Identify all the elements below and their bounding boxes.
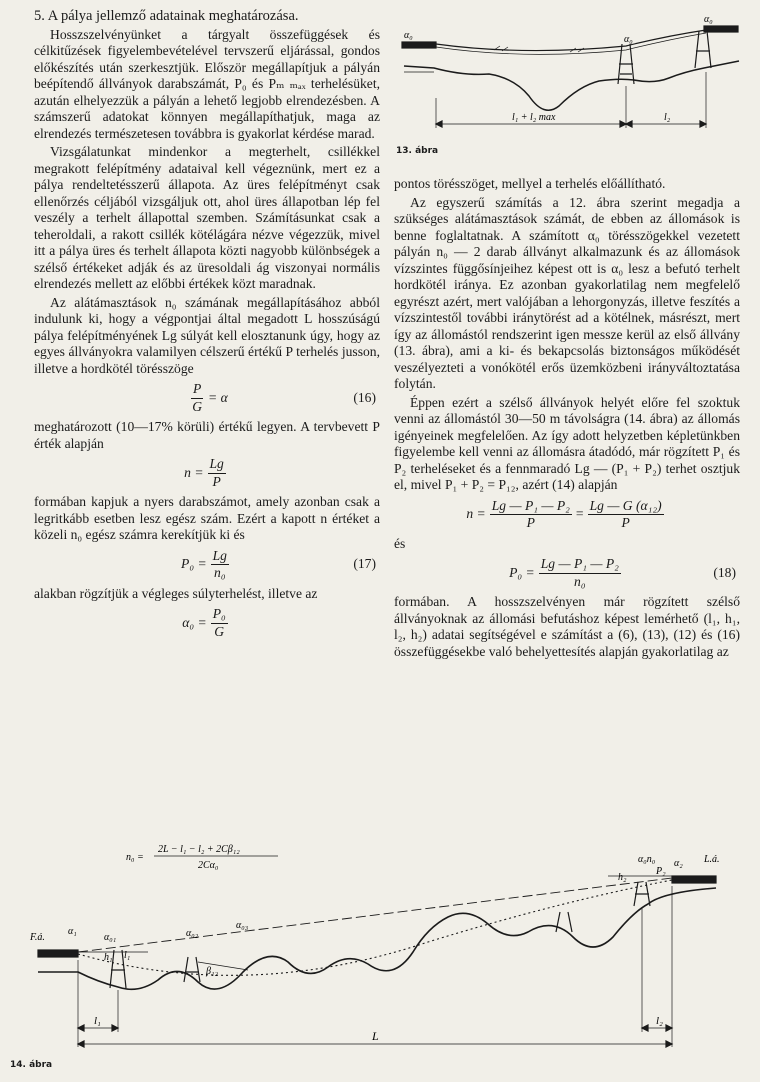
label-L: L: [372, 1029, 379, 1043]
paragraph: pontos törésszöget, mellyel a terhelés előállítható.: [394, 176, 666, 191]
figure-14-caption: 14. ábra: [10, 1060, 53, 1070]
formula-denominator: 2Cα₀: [198, 860, 219, 871]
equation-16: [34, 381, 380, 415]
denominator: n₀: [214, 565, 226, 580]
paragraph: Hosszszelvényünket a tárgyalt összefüggések és célkitűzések figyelembevételével tervszerű eljárással, gondos előkészítés után szerkesztjük. Először megállapítjuk a pályán beépítendő állványok darabszámát, P₀ és Pₘ ₘₐₓ terhelésüket, azután elhelyezzük a pályán a lehető legjobb elrendezésben. A számszerű adatokat könnyen megállapíthatjuk, maga az elrendezés természetesen továbbra is gyakorlat kérdése marad.: [34, 26, 380, 141]
equation-rhs: = α: [208, 389, 228, 405]
denominator: P: [212, 473, 221, 489]
denominator: G: [192, 398, 203, 414]
numerator: Lg: [208, 456, 226, 474]
label-la: L.á.: [704, 854, 720, 865]
label-alpha0n: α₀n₀: [638, 854, 656, 865]
label-alpha02: α₀₂: [186, 928, 199, 939]
figure-13-drawing: [394, 6, 750, 166]
paragraph: és: [394, 535, 406, 551]
label-h2: h₂: [618, 872, 627, 883]
equation-lhs: n =: [184, 464, 204, 480]
left-column: [34, 8, 380, 644]
label-l2: l₂: [664, 112, 671, 123]
label-span: l₁ + l₂ max: [512, 112, 556, 123]
label-l1: l₁: [94, 1015, 101, 1027]
numerator: Lg — P₁ — P₂: [539, 556, 621, 574]
fraction: [208, 456, 226, 490]
equation-n2: n = $\frac{\text{Lg — P₁ — P₂}}{P}$ = $\frac{\text{Lg — G (α₁₂)}}{P}$: [466, 497, 662, 530]
figure-14: [8, 832, 752, 1077]
denominator: P: [526, 515, 535, 530]
paragraph: alakban rögzítjük a végleges súlyterhelést, illetve az: [34, 585, 318, 601]
label-h1: h₁: [104, 952, 113, 963]
label-alpha0-right: α₀: [704, 14, 713, 25]
equation-17: [34, 548, 380, 582]
figure-13: [394, 6, 750, 166]
label-alpha0-left: α₀: [404, 30, 413, 41]
label-p2: P₂: [656, 866, 666, 877]
paragraph: Vizsgálatunkat mindenkor a megterhelt, csillékkel megrakott felépítmény adataival kell végeznünk, mert ez a pálya rendeltetésszerű állapota. Az üres felépítményt csak ellenőrzés céljából vizsgáljuk ott, ahol üres állapotban lép fel veszély a terhelt állapottal szemben. Számításunkat csak a teheroldali, a rakott csillék kötélágára nézve végezzük, mivel itt a pálya üres és terhelt állapota közti nagyobb különbségek a szélső értékeket adják és az üresoldali ág viszonyai normális elrendezés mellett az előbbi értékek közt maradnak.: [34, 144, 380, 291]
paragraph: Az alátámasztások n₀ számának megállapításához abból indulunk ki, hogy a végpontjai által megadott L hosszúságú pálya felépítményének Lg súlyát kell elosztanunk úgy, hogy az egyes állványokra valamilyen célszerű értékű P terhelés jusson, illetve a hordkötél törésszöge: [34, 294, 380, 376]
label-alpha1: α₁: [68, 926, 77, 937]
formula-numerator: 2L − l₁ − l₂ + 2Cβ₁₂: [158, 844, 240, 855]
label-beta12: β₁₂: [206, 966, 218, 977]
denominator: n₀: [574, 573, 586, 589]
equation-alpha0: [34, 606, 380, 640]
paragraph: formában kapjuk a nyers darabszámot, amely azonban csak a legritkább esetben lesz egész szám. Ezért a kapott n értéket a közeli n₀ egész számra kerekítjük ki és: [34, 494, 380, 542]
denominator: G: [214, 623, 225, 639]
fraction: [190, 381, 204, 415]
equation-lhs: P₀ =: [181, 556, 207, 572]
label-alpha01: α₀₁: [104, 932, 117, 943]
denominator: P: [621, 515, 630, 530]
label-fa: F.á.: [30, 932, 45, 943]
paragraph: formában. A hosszszelvényen már rögzített szélső állványoknak az állomási befutáshoz képest lemérhető (l₁, h₁, l₂, h₂) adatai segítségével e számítást a (6), (13), (12) és (16) összefüggésekbe való behelyettesítés alapján gyakorlatilag az: [394, 594, 740, 659]
section-heading: 5. A pálya jellemző adatainak meghatározása.: [34, 8, 299, 24]
equation-lhs: P₀ =: [509, 564, 535, 580]
paragraph: Az egyszerű számítás a 12. ábra szerint megadja a szükséges alátámasztások számát, de ebben az állomások is benne foglaltatnak. A számított α₀ törésszögekkel vezetett pályán n₀ — 2 darab állványt alkalmazunk és az állomások vízszintes függősínjeihez képest ott is α₀ lesz a befutó terhelt hordkötél iránya. Ez azonban gyakorlatilag nem megfelelő egyrészt azért, mert valójában a lehorgonyzás, illetve feszítés a vízszintestől további iránytörést ad a kötélnek, másrészt, mert így az állomástól rendszerint igen messze kerül az első állvány (13. ábra), ami a ki- és bekapcsolás biztonságos működését veszélyezteti a vonókötél erős üzemközbeni irányváltoztatása folytán.: [394, 194, 740, 391]
label-alpha0-mid: α₀: [624, 34, 633, 45]
equation-lhs: n =: [466, 506, 486, 522]
fraction: [539, 556, 621, 590]
label-l2: l₂: [656, 1015, 663, 1027]
numerator: Lg — P₁ — P₂: [490, 498, 572, 516]
fraction: [490, 498, 572, 532]
formula-lhs: n₀ =: [126, 852, 144, 863]
equation-number: (18): [713, 564, 736, 580]
figure-14-drawing: [8, 832, 752, 1077]
label-alpha2: α₂: [674, 858, 683, 869]
fraction: [211, 606, 228, 640]
equation-lhs: α₀ =: [182, 614, 207, 630]
fraction: [588, 498, 664, 532]
equation-18: [394, 556, 740, 590]
equation-n: [34, 456, 380, 490]
equation-number: (16): [353, 389, 376, 405]
numerator: Lg — G (α₁₂): [588, 498, 664, 516]
paragraph: Éppen ezért a szélső állványok helyét előre fel szoktuk venni az állomástól 30—50 m távolságra (14. ábra) az állomás igényeinek megfelelően. Az így adott helyzetben képletünkben figyelembe kell venni az állomásra átadódó, már rögzített P₁ és P₂ terheléseket és a fennmaradó Lg — (P₁ + P₂) terhet osztjuk el, mivel P₁ + P₂ = P₁₂, azért (14) alapján: [394, 394, 740, 492]
equation-number: (17): [353, 556, 376, 572]
figure-13-caption: 13. ábra: [396, 146, 439, 156]
numerator: P: [191, 381, 203, 399]
numerator: P₀: [211, 606, 228, 624]
paragraph: meghatározott (10—17% körüli) értékű legyen. A tervbevett P érték alapján: [34, 419, 380, 451]
fraction: [211, 548, 229, 582]
numerator: Lg: [211, 548, 229, 566]
label-l1-top: l₁: [124, 950, 131, 961]
label-alpha03: α₀₃: [236, 920, 249, 931]
right-column: [394, 176, 740, 662]
